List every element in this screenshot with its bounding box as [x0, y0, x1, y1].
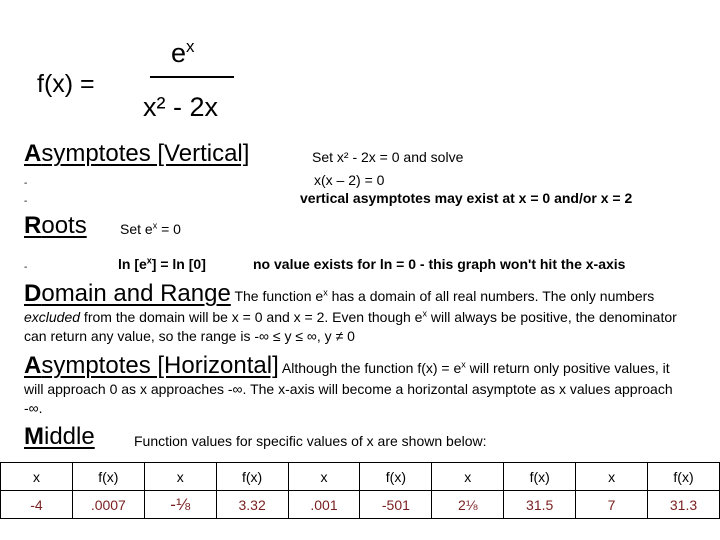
table-header-cell: f(x) [216, 463, 288, 491]
table-header-cell: x [288, 463, 360, 491]
table-value-cell: .0007 [72, 491, 144, 519]
table-value-cell: -4 [1, 491, 73, 519]
vertical-conclusion: vertical asymptotes may exist at x = 0 and/or x = 2 [300, 190, 633, 206]
vertical-step-1: Set x² - 2x = 0 and solve [312, 149, 464, 165]
vertical-step-2: x(x – 2) = 0 [314, 172, 385, 188]
heading-vertical-asymptotes: Asymptotes [Vertical] [24, 140, 250, 167]
table-header-cell: f(x) [648, 463, 720, 491]
table-header-cell: f(x) [504, 463, 576, 491]
table-value-cell: -⅛ [144, 491, 216, 519]
bullet: - [24, 196, 28, 207]
table-value-cell: 3.32 [216, 491, 288, 519]
table-header-cell: x [432, 463, 504, 491]
table-header-cell: x [576, 463, 648, 491]
table-value-cell: 31.5 [504, 491, 576, 519]
middle-description: Function values for specific values of x are shown below: [134, 433, 487, 449]
bullet: - [24, 178, 28, 189]
horizontal-asymptote-paragraph: Asymptotes [Horizontal] Although the function $f(x) = e^x$ will return only positive values, it will approach 0 as x approaches -∞. The x-axis will become a horizontal asymptote as x values approach -∞. [24, 352, 673, 416]
heading-domain-range: Domain and Range [24, 280, 231, 307]
fraction-bar [150, 76, 234, 78]
table-value-cell: 7 [576, 491, 648, 519]
table-value-cell: 2⅛ [432, 491, 504, 519]
table-value-cell: -501 [360, 491, 432, 519]
formula-lhs: f(x) = [37, 70, 95, 98]
values-table [0, 462, 720, 519]
table-header-cell: x [1, 463, 73, 491]
bullet: - [24, 262, 28, 273]
heading-roots: Roots [24, 212, 87, 239]
table-value-cell: 31.3 [648, 491, 720, 519]
domain-range-paragraph: Domain and Range The function $e^x$ has a domain of all real numbers. The only numbers excluded from the domain will be x = 0 and x = 2. Even though $e^x$ will always be positive, the denominator can return any value, so the range is -∞ ≤ y ≤ ∞, y ≠ 0 [24, 280, 677, 344]
table-header-cell: f(x) [360, 463, 432, 491]
table-header-cell: x [144, 463, 216, 491]
formula-numerator: $e^x$ [171, 37, 195, 68]
table-header-row [1, 463, 720, 491]
formula-denominator: x² - 2x [143, 92, 219, 122]
table-header-cell: f(x) [72, 463, 144, 491]
roots-step-1: Set $e^x = 0$ [120, 220, 181, 237]
table-row [1, 491, 720, 519]
roots-step-2: $\ln [e^x] = \ln [0]$ [118, 255, 206, 272]
roots-note: no value exists for ln = 0 - this graph won't hit the x-axis [253, 256, 626, 272]
heading-horizontal-asymptotes: Asymptotes [Horizontal] [24, 352, 279, 379]
table-value-cell: .001 [288, 491, 360, 519]
heading-middle: Middle [24, 423, 95, 450]
